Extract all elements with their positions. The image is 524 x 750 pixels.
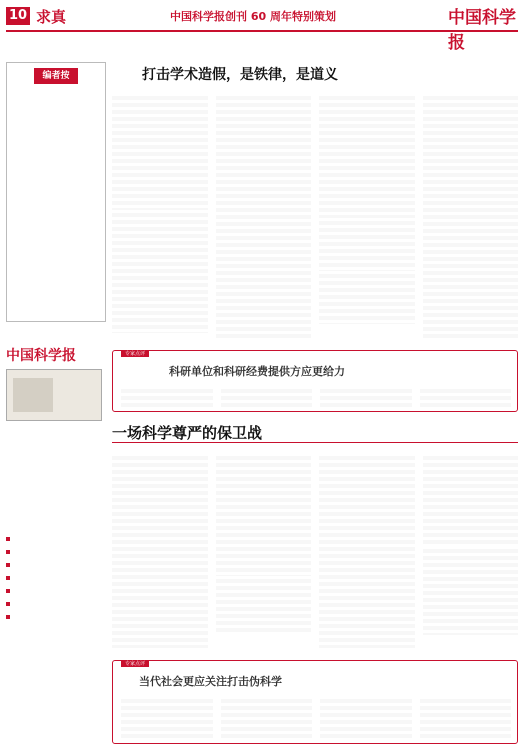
newspaper-logo: 中国科学报 — [448, 8, 516, 53]
body-text-block — [221, 699, 313, 739]
page-header — [0, 0, 524, 53]
masthead-logo: 中国科学报 — [6, 348, 76, 364]
expert-review-tag: 专家点评 — [121, 660, 149, 667]
article-1-title: 打击学术造假，是铁律，是道义 — [142, 67, 338, 83]
body-text-block — [320, 389, 412, 407]
article-2-column — [112, 456, 208, 654]
body-text-block — [319, 221, 415, 271]
bullet-icon — [6, 550, 10, 554]
bullet-icon — [6, 537, 10, 541]
expert-review-body — [121, 699, 511, 741]
expert-review-body — [121, 389, 511, 409]
bullet-icon — [6, 576, 10, 580]
body-text-block — [221, 389, 313, 407]
body-text-block — [216, 456, 312, 576]
article-2-column — [423, 456, 519, 654]
bullet-icon — [6, 589, 10, 593]
body-text-block — [112, 456, 208, 648]
body-text-block — [216, 96, 312, 340]
list-item — [6, 547, 106, 554]
article-1-column — [423, 96, 519, 346]
article-1-column — [216, 96, 312, 346]
header-subline — [140, 33, 518, 39]
list-item — [6, 612, 106, 619]
sidebar — [6, 40, 106, 746]
bullet-icon — [6, 615, 10, 619]
body-text-block — [121, 389, 213, 407]
body-text-block — [420, 389, 512, 407]
history-list — [6, 534, 106, 625]
article-2-column — [319, 456, 415, 654]
expert-review-title: 当代社会更应关注打击伪科学 — [139, 675, 282, 688]
main-content — [112, 40, 518, 746]
article-2-rule — [112, 442, 518, 443]
list-item — [6, 560, 106, 567]
list-item — [6, 573, 106, 580]
body-text-block — [423, 549, 519, 635]
expert-review-title: 科研单位和科研经费提供方应更给力 — [169, 365, 345, 378]
expert-review-box-2 — [112, 660, 518, 744]
body-text-block — [320, 699, 412, 739]
expert-review-tag: 专家点评 — [121, 350, 149, 357]
page-number: 10 — [6, 7, 30, 25]
list-item — [6, 534, 106, 541]
article-2-column — [216, 456, 312, 654]
body-text-block — [423, 456, 519, 546]
body-text-block — [423, 96, 519, 340]
special-edition-title: 中国科学报创刊 60 周年特别策划 — [170, 10, 336, 23]
body-text-block — [121, 699, 213, 739]
masthead-block — [6, 345, 106, 421]
body-text-block — [319, 96, 415, 218]
bullet-icon — [6, 602, 10, 606]
body-text-block — [420, 699, 512, 739]
front-page-thumbnail — [6, 369, 102, 421]
article-1-column — [112, 96, 208, 346]
list-item — [6, 599, 106, 606]
body-text-block — [216, 579, 312, 635]
article-2-title: 一场科学尊严的保卫战 — [112, 424, 263, 442]
body-text-block — [112, 213, 208, 333]
article-2-body — [112, 456, 518, 654]
article-1-column — [319, 96, 415, 346]
list-item — [6, 586, 106, 593]
section-name: 求真 — [36, 8, 67, 26]
body-text-block — [319, 456, 415, 648]
body-text-block — [319, 274, 415, 324]
article-1-body — [112, 96, 518, 346]
body-text-block — [112, 96, 208, 210]
header-rule — [6, 30, 518, 32]
editorial-box — [6, 62, 106, 322]
bullet-icon — [6, 563, 10, 567]
editorial-title: 编者按 — [34, 68, 78, 84]
expert-review-box-1 — [112, 350, 518, 412]
